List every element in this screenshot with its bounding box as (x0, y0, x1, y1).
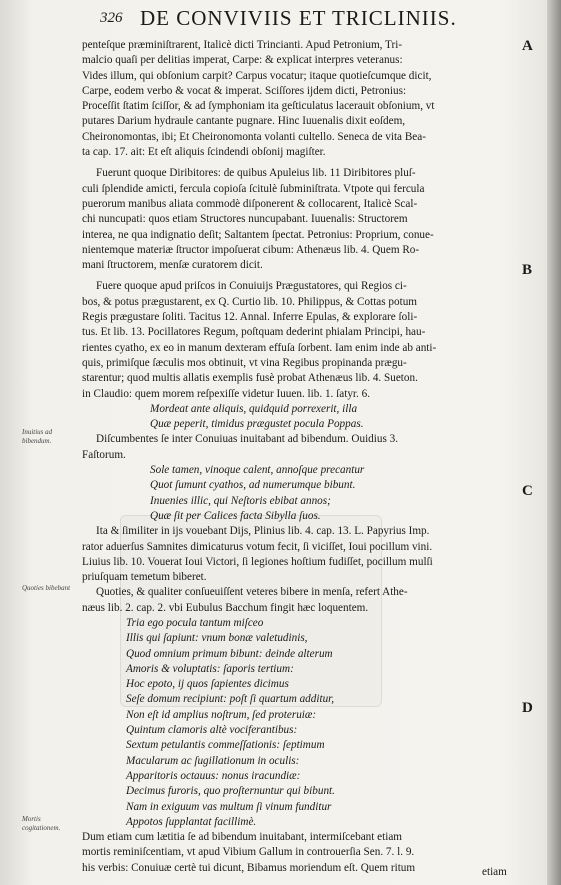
text-line: tus. Et lib. 13. Pocillatores Regum, poſtquam dederint phialam Principi, hau- (82, 326, 426, 339)
text-line: his verbis: Conuiuæ certè tui dicunt, Bibamus moriendum eſt. Quem ritum (82, 861, 416, 874)
text-line: Vides illum, qui obſonium carpit? Carpus vocatur; itaque quotieſcumque dicit, (82, 69, 432, 82)
text-line: Diſcumbentes ſe inter Conuiuas inuitabant ad bibendum. Ouidius 3. (96, 433, 399, 446)
text-line: mortis reminiſcentiam, vt apud Vibium Gallum in controuerſia Sen. 7. l. 9. (82, 846, 415, 859)
verse-line: Hoc epoto, ij quos ſapientes dicimus (126, 678, 289, 691)
margin-letter-a: A (522, 38, 533, 54)
verse-line: Sextum petulantis commeſſationis: ſeptimum (126, 739, 325, 752)
text-line: priuſquam temetum biberet. (82, 571, 207, 584)
verse-line: Illis qui ſapiunt: vnum bonæ valetudinis, (126, 632, 308, 645)
text-line: ta cap. 17. ait: Et eſt aliquis ſcindendi obſonij magiſter. (82, 146, 326, 159)
text-line: Dum etiam cum lætitia ſe ad bibendum inuitabant, intermiſcebant etiam (82, 831, 403, 844)
page-number: 326 (100, 10, 123, 26)
verse-line: Macularum ac ſugillationum in oculis: (126, 754, 300, 767)
text-line: rientes cyatho, ex eo in manum dexteram effuſa ſorbent. Iam enim inde ab anti- (82, 341, 437, 354)
margin-letter-b: B (522, 262, 533, 278)
text-line: rator aduerſus Samnites dimicaturus votum fecit, ſi viciſſet, Ioui pocillum vini. (82, 540, 433, 553)
text-line: Faſtorum. (82, 448, 126, 461)
text-line: næus lib. 2. cap. 2. vbi Eubulus Bacchum fingit hæc loquentem. (82, 601, 369, 614)
verse-line: Tria ego pocula tantum miſceo (126, 616, 264, 629)
text-line: nientemque materiæ ſtructor impoſuerat cibum: Athenæus lib. 4. Quem Ro- (82, 243, 420, 256)
text-line: mani ſtructorem, menſæ curatorem dicit. (82, 259, 263, 272)
verse-line: Quintum clamoris altè vociferantibus: (126, 724, 298, 737)
margin-letter-d: D (522, 700, 533, 716)
verse-line: Sole tamen, vinoque calent, annoſque precantur (150, 464, 365, 477)
text-line: puerorum manibus aliata commodè diſponerent & collocarent, Italicè Scal- (82, 197, 418, 210)
margin-note-mortis: Mortis cogitationem. (22, 815, 61, 832)
verse-line: Inuenies illic, qui Neſtoris ebibat annos; (150, 494, 331, 507)
verse-line: Seſe domum recipiunt: poſt ſi quartum additur, (126, 693, 335, 706)
text-line: Ita & ſimiliter in ijs vouebant Dijs, Plinius lib. 4. cap. 13. L. Papyrius Imp. (96, 525, 430, 538)
text-line: starentur; quod multis allatis exemplis fusè probat Athenæus lib. 4. Sueton. (82, 372, 418, 385)
page-header (100, 6, 530, 32)
text-line: chi nuncupati: quos etiam Structores nuncupabant. Iuuenalis: Structorem (82, 213, 408, 226)
text-line: Regis prægustare ſoliti. Tacitus 12. Annal. Inferre Epulas, & explorare ſoli- (82, 311, 418, 324)
verse-line: Quot ſumunt cyathos, ad numerumque bibunt. (150, 479, 356, 492)
text-line: culi ſplendide amicti, fercula copioſa ſcitulè ſubminiſtrata. Vtpote qui fercula (82, 182, 425, 195)
text-line: Liuius lib. 10. Vouerat Ioui Victori, ſi legiones hoſtium fudiſſet, pocillum mulſi (82, 555, 433, 568)
verse-line: Quod omnium primum bibunt: deinde alterum (126, 647, 333, 660)
running-title: DE CONVIVIIS ET TRICLINIIS. (140, 6, 457, 30)
text-line: Fuere quoque apud priſcos in Conuiuijs Prægustatores, qui Regios ci- (96, 280, 407, 293)
verse-line: Amoris & voluptatis: ſaporis tertium: (126, 662, 294, 675)
verse-line: Quæ peperit, timidus prægustet pocula Poppas. (150, 418, 364, 431)
text-line: putares Darium hydraule cantante pugnare. Hinc Iuuenalis dixit eoſdem, (82, 115, 406, 128)
text-line: malcio quaſi per delitias imperat, Carpe: & explicat interpres veteranus: (82, 54, 403, 67)
text-column (82, 38, 528, 876)
text-line: Proceſſit ſtatim ſciſſor, & ad ſymphoniam ita geſticulatus lacerauit obſonium, vt (82, 100, 435, 113)
margin-letter-c: C (522, 483, 533, 499)
margin-note-quoties: Quoties bibebant (22, 584, 71, 592)
verse-line: Appotos ſupplantat facillimè. (126, 815, 257, 828)
verse-line: Decimus furoris, quo proſternuntur qui bibunt. (126, 785, 335, 798)
text-line: Cheironomontas, ibi; Et Cheironomonta volanti cultello. Seneca de vita Bea- (82, 130, 426, 143)
verse-line: Quæ ſit per Calices facta Sibylla ſuos. (150, 509, 321, 522)
text-line: in Claudio: quem morem reſpexiſſe videtur Iuuen. lib. 1. ſatyr. 6. (82, 387, 371, 400)
verse-line: Mordeat ante aliquis, quidquid porrexerit, illa (150, 402, 358, 415)
catchword: etiam (482, 866, 507, 878)
page-gutter-shadow (547, 0, 561, 885)
text-line: penteſque præminiſtrarent, Italicè dicti Trincianti. Apud Petronium, Tri- (82, 39, 403, 51)
text-line: bos, & potus prægustarent, ex Q. Curtio lib. 10. Philippus, & Cottas potum (82, 295, 418, 308)
verse-line: Apparitoris octauus: nonus iracundiæ: (126, 769, 301, 782)
text-line: Fuerunt quoque Diribitores: de quibus Apuleius lib. 11 Diribitores pluſ- (96, 167, 416, 180)
text-line: quis, primiſque ſæculis mos obtinuit, vt vina Regibus propinanda prægu- (82, 356, 407, 369)
text-line: interea, ne qua indignatio deſit; Saltantem ſpectat. Petronius: Proprium, conue- (82, 228, 434, 241)
margin-note-invitatio: Inuitius ad bibendum. (22, 428, 53, 445)
verse-line: Nam in exiguum vas multum ſi vinum funditur (126, 800, 332, 813)
text-line: Carpe, eodem verbo & vocat & imperat. Sciſſores ijdem dicti, Petronius: (82, 84, 407, 97)
verse-line: Non eſt id amplius noſtrum, ſed proteruiæ: (126, 708, 317, 721)
text-line: Quoties, & qualiter conſueuiſſent veteres bibere in menſa, refert Athe- (96, 586, 408, 599)
